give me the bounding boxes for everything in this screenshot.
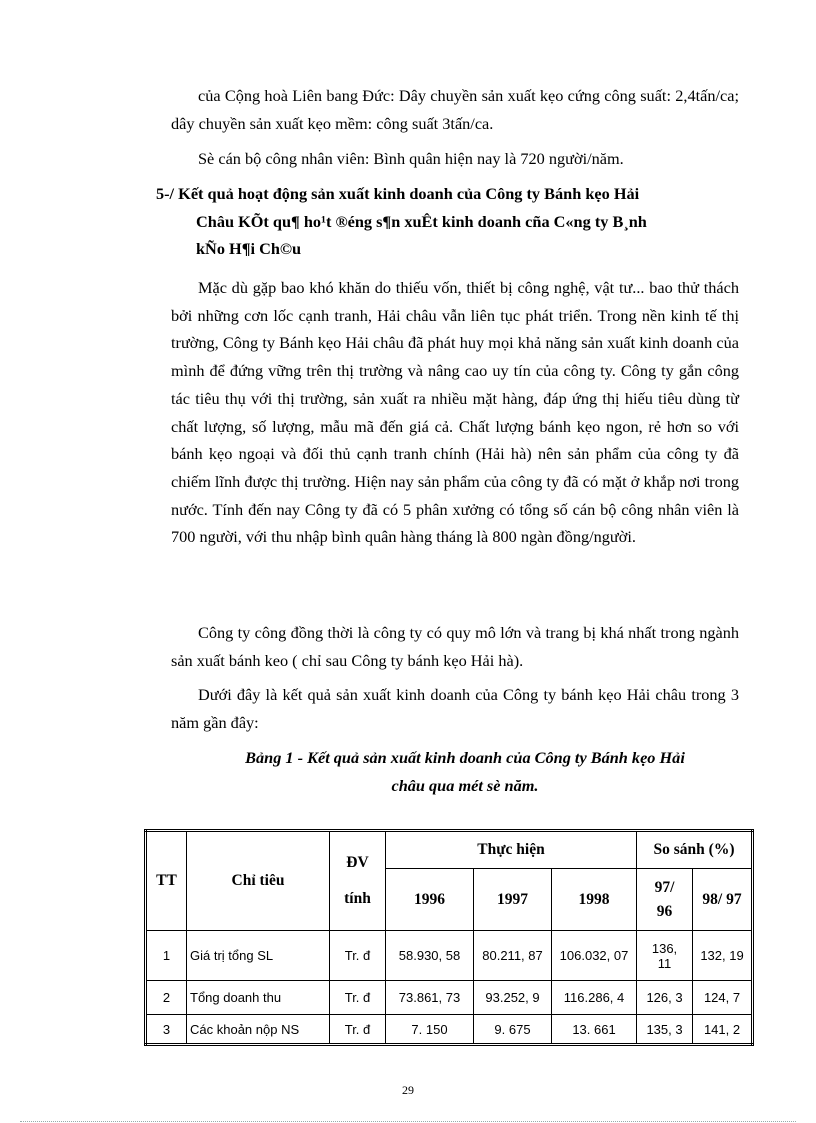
row-98-97: 141, 2 [693, 1015, 753, 1045]
table-caption [200, 744, 730, 800]
header-unit-line-1: ĐV [346, 854, 369, 871]
row-98-97: 124, 7 [693, 981, 753, 1015]
footer-divider [20, 1121, 796, 1122]
row-97-96: 135, 3 [637, 1015, 693, 1045]
heading-line-1: 5-/ Kết quả hoạt động sản xuất kinh doanh của Công ty Bánh kẹo Hải [156, 184, 640, 203]
row-unit: Tr. đ [330, 1015, 386, 1045]
row-tt: 3 [146, 1015, 187, 1045]
header-98-97: 98/ 97 [693, 869, 753, 931]
table-caption-line-2: châu qua mét sè năm. [391, 776, 539, 795]
heading-line-3: kÑo H¶i Ch©u [196, 239, 302, 259]
row-1998: 106.032, 07 [552, 931, 637, 981]
header-unit-line-2: tính [344, 890, 371, 907]
header-1997: 1997 [474, 869, 552, 931]
row-unit: Tr. đ [330, 981, 386, 1015]
table-caption-line-1: Bảng 1 - Kết quả sản xuất kinh doanh của Công ty Bánh kẹo Hải [245, 748, 685, 767]
paragraph-capacity: của Cộng hoà Liên bang Đức: Dây chuyền sản xuất kẹo cứng công suất: 2,4tấn/ca; dây chuyền sản xuất kẹo mềm: công suất 3tấn/ca. [171, 86, 739, 133]
header-tt: TT [146, 831, 187, 931]
row-1996: 58.930, 58 [386, 931, 474, 981]
header-chi-tieu: Chỉ tiêu [187, 831, 330, 931]
row-97-96-line-1: 136, [651, 940, 678, 956]
paragraph-overview: Mặc dù gặp bao khó khăn do thiếu vốn, thiết bị công nghệ, vật tư... bao thử thách bởi những cơn lốc cạnh tranh, Hải châu vẫn liên tục phát triển. Trong nền kinh tế thị trường, Công ty Bánh kẹo Hải châu đã phát huy mọi khả năng sản xuất kinh doanh của mình để đứng vững trên thị trường và nâng cao uy tín của công ty. Công ty gắn công tác tiêu thụ với thị trường, sản xuất ra nhiều mặt hàng, đáp ứng thị hiếu tiêu dùng từ chất lượng, số lượng, mẫu mã đến giá cả. Chất lượng bánh kẹo ngon, rẻ hơn so với bánh kẹo ngoại và đối thủ cạnh tranh chính (Hải hà) nên sản phẩm của công ty đã chiếm lĩnh được thị trường. Hiện nay sản phẩm của công ty đã có mặt ở khắp nơi trong nước. Tính đến nay Công ty đã có 5 phân xưởng có tổng số cán bộ công nhân viên là 700 người, với thu nhập bình quân hàng tháng là 800 ngàn đồng/người. [171, 278, 739, 547]
header-thuc-hien: Thực hiện [386, 831, 637, 869]
row-1998: 116.286, 4 [552, 981, 637, 1015]
row-name: Giá trị tổng SL [187, 931, 330, 981]
header-so-sanh: So sánh (%) [637, 831, 753, 869]
section-heading [156, 180, 740, 263]
row-1997: 93.252, 9 [474, 981, 552, 1015]
header-97-96-line-1: 97/ [654, 878, 675, 896]
row-1997: 80.211, 87 [474, 931, 552, 981]
header-97-96 [637, 869, 693, 931]
row-1996: 7. 150 [386, 1015, 474, 1045]
results-table [144, 829, 754, 1046]
row-97-96: 126, 3 [637, 981, 693, 1015]
row-98-97: 132, 19 [693, 931, 753, 981]
row-97-96 [637, 931, 693, 981]
header-1998: 1998 [552, 869, 637, 931]
table-row [146, 931, 753, 981]
row-unit: Tr. đ [330, 931, 386, 981]
paragraph-scale: Công ty công đồng thời là công ty có quy mô lớn và trang bị khá nhất trong ngành sản xuất bánh keo ( chỉ sau Công ty bánh kẹo Hải hà). [171, 623, 739, 670]
header-unit [330, 831, 386, 931]
row-1996: 73.861, 73 [386, 981, 474, 1015]
paragraph-intro-table: Dưới đây là kết quả sản xuất kinh doanh của Công ty bánh kẹo Hải châu trong 3 năm gần đây: [171, 685, 739, 732]
table-row [146, 981, 753, 1015]
paragraph-staff: Sè cán bộ công nhân viên: Bình quân hiện nay là 720 người/năm. [198, 149, 624, 168]
row-name: Các khoản nộp NS [187, 1015, 330, 1045]
row-tt: 1 [146, 931, 187, 981]
row-97-96-line-2: 11 [657, 955, 672, 971]
row-1997: 9. 675 [474, 1015, 552, 1045]
row-1998: 13. 661 [552, 1015, 637, 1045]
row-name: Tổng doanh thu [187, 981, 330, 1015]
page-number: 29 [402, 1083, 414, 1097]
header-97-96-line-2: 96 [656, 902, 673, 920]
header-1996: 1996 [386, 869, 474, 931]
table-row [146, 1015, 753, 1045]
row-tt: 2 [146, 981, 187, 1015]
heading-line-2: Châu KÕt qu¶ ho¹t ®éng s¶n xuÊt kinh doanh cña C«ng ty B¸nh [196, 211, 647, 231]
